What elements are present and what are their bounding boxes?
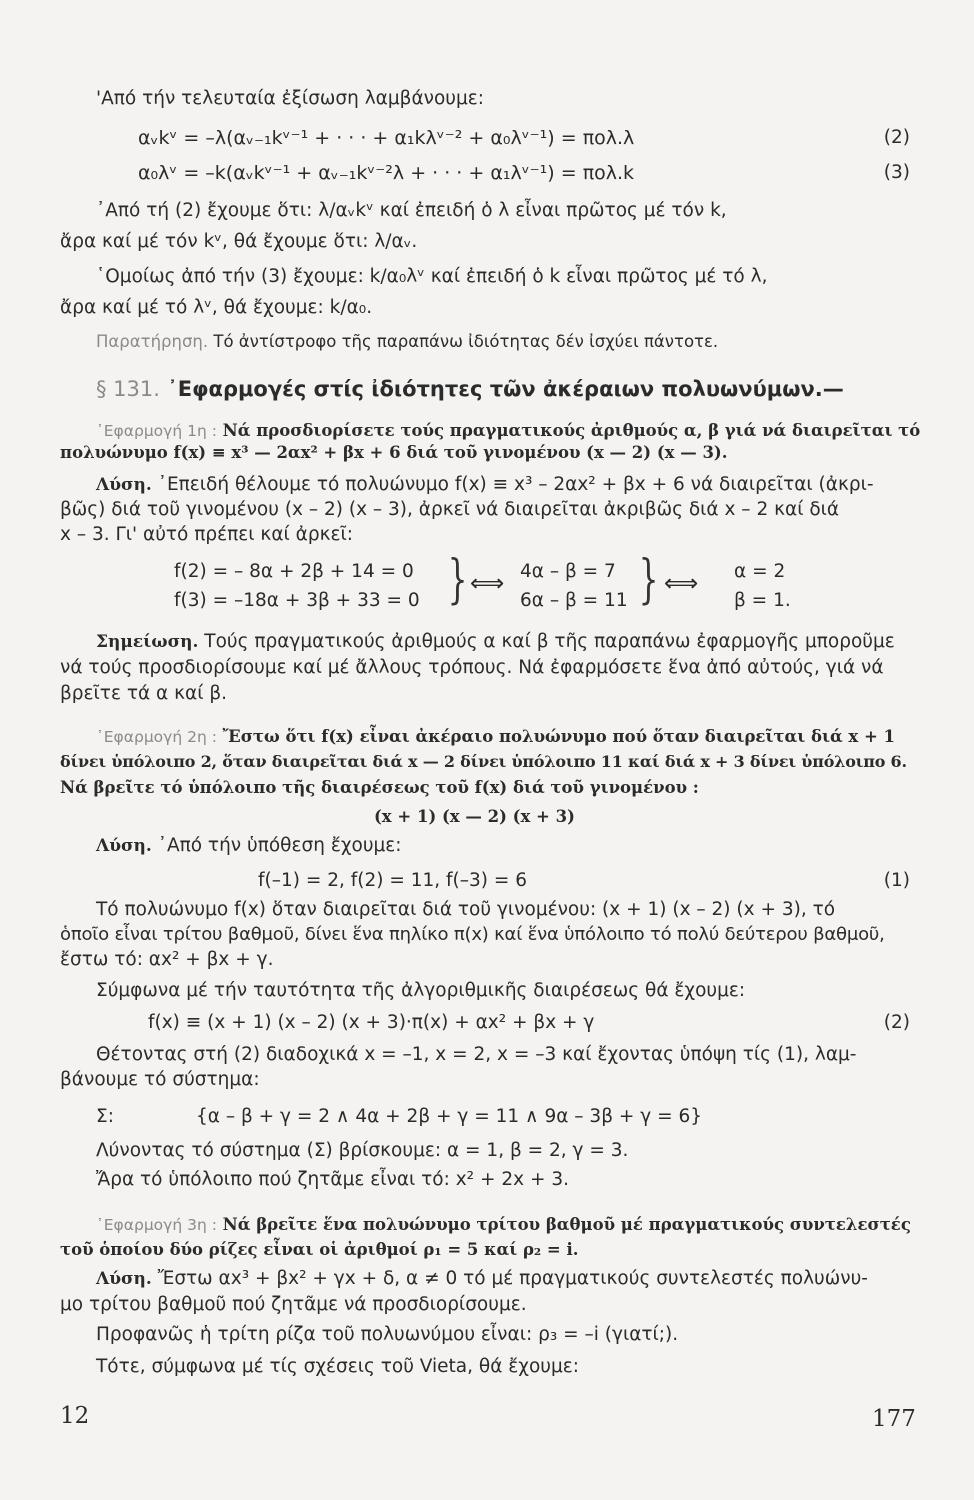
section-title: ᾿Εφαρμογές στίς ἰδιότητες τῶν ἀκέραιων πολυωνύμων.— (159, 377, 844, 401)
paragraph-line: ἔστω τό: αx² + βx + γ. (60, 949, 274, 970)
equation-3: α₀λᵛ = –k(αᵥkᵛ⁻¹ + αᵥ₋₁kᵛ⁻²λ + · · · + α₁λᵛ⁻¹) = πολ.k (138, 162, 635, 184)
page-number-left: 12 (60, 1403, 90, 1429)
equation-1-number: (1) (883, 870, 910, 891)
solution-line: μο τρίτου βαθμοῦ πού ζητᾶμε νά προσδιορίσουμε. (60, 1294, 527, 1315)
system-1-row: f(2) = – 8α + 2β + 14 = 0 (174, 561, 414, 582)
system-3-row: α = 2 (734, 561, 786, 582)
equation-2b: f(x) ≡ (x + 1) (x – 2) (x + 3)·π(x) + αx² + βx + γ (148, 1012, 595, 1033)
sigma-system: {α – β + γ = 2 ∧ 4α + 2β + γ = 11 ∧ 9α – 3β + γ = 6} (196, 1106, 703, 1127)
page-number-right: 177 (872, 1406, 916, 1432)
application-1-line: πολυώνυμο f(x) ≡ x³ — 2αx² + βx + 6 διά τοῦ γινομένου (x — 2) (x — 3). (60, 443, 728, 462)
paragraph-line: Ἄρα τό ὑπόλοιπο πού ζητᾶμε εἶναι τό: x² + 2x + 3. (96, 1169, 569, 1190)
paragraph-line: ᾿Από τή (2) ἔχουμε ὅτι: λ/αᵥkᵛ καί ἐπειδή ὁ λ εἶναι πρῶτος μέ τόν k, (96, 200, 727, 221)
note-text: Τούς πραγματικούς ἀριθμούς α καί β τῆς παραπάνω ἐφαρμογῆς μποροῦμε (198, 631, 895, 652)
solution-line (96, 834, 402, 858)
paragraph-line: ἄρα καί μέ τό λᵛ, θά ἔχουμε: k/α₀. (60, 297, 373, 318)
section-number: § 131. (96, 377, 160, 401)
system-3-row: β = 1. (734, 590, 791, 611)
application-1-text: Νά προσδιορίσετε τούς πραγματικούς ἀριθμούς α, β γιά νά διαιρεῖται τό (216, 421, 921, 440)
sigma-label: Σ: (96, 1106, 114, 1127)
equivalence-arrow: ⟺ (470, 569, 505, 597)
note-line: νά τούς προσδιορίσουμε καί μέ ἄλλους τρόπους. Νά ἐφαρμόσετε ἕνα ἀπό αὐτούς, γιά νά (60, 657, 884, 678)
paragraph-line: Τό πολυώνυμο f(x) ὅταν διαιρεῖται διά τοῦ γινομένου: (x + 1) (x – 2) (x + 3), τό (96, 899, 836, 920)
application-3-text: Νά βρεῖτε ἕνα πολυώνυμο τρίτου βαθμοῦ μέ πραγματικούς συντελεστές (216, 1215, 911, 1234)
application-1-line (96, 418, 920, 443)
solution-line: βῶς) διά τοῦ γινομένου (x – 2) (x – 3), ἀρκεῖ νά διαιρεῖται ἀκριβῶς διά x – 2 καί διά (60, 499, 840, 520)
section-heading (96, 377, 844, 401)
system-1-row: f(3) = –18α + 3β + 33 = 0 (174, 590, 420, 611)
equation-2: αᵥkᵛ = –λ(αᵥ₋₁kᵛ⁻¹ + · · · + α₁kλᵛ⁻² + α₀λᵛ⁻¹) = πολ.λ (138, 127, 635, 149)
paragraph-line: ὁποῖο εἶναι τρίτου βαθμοῦ, δίνει ἕνα πηλίκο π(x) καί ἕνα ὑπόλοιπο τό πολύ δεύτερου βαθμοῦ, (60, 924, 885, 945)
solution-label: Λύση. (96, 836, 152, 856)
note-label: Σημείωση. (96, 632, 199, 652)
solution-text: Ἔστω αx³ + βx² + γx + δ, α ≠ 0 τό μέ πραγματικούς συντελεστές πολυώνυ- (151, 1268, 868, 1289)
solution-line: Τότε, σύμφωνα μέ τίς σχέσεις τοῦ Vieta, θά ἔχουμε: (96, 1356, 580, 1377)
paragraph-line: ῾Ομοίως ἀπό τήν (3) ἔχουμε: k/α₀λᵛ καί ἐπειδή ὁ k εἶναι πρῶτος μέ τό λ, (96, 266, 768, 287)
application-3-line: τοῦ ὁποίου δύο ρίζες εἶναι οἱ ἀριθμοί ρ₁ = 5 καί ρ₂ = i. (60, 1240, 579, 1259)
right-brace: } (638, 550, 659, 610)
equation-3-number: (3) (883, 162, 910, 183)
application-2-text: Ἔστω ὅτι f(x) εἶναι ἀκέραιο πολυώνυμο πού ὅταν διαιρεῖται διά x + 1 (216, 727, 896, 746)
application-2-label: ᾿Εφαρμογή 2η : (96, 728, 217, 746)
application-1-label: ᾿Εφαρμογή 1η : (96, 422, 217, 440)
equation-2-number: (2) (883, 127, 910, 148)
solution-line: Προφανῶς ἡ τρίτη ρίζα τοῦ πολυωνύμου εἶναι: ρ₃ = –i (γιατί;). (96, 1324, 679, 1345)
application-2-line: δίνει ὑπόλοιπο 2, ὅταν διαιρεῖται διά x — 2 δίνει ὑπόλοιπο 11 καί διά x + 3 δίνει ὑπόλοιπο 6. (60, 752, 907, 771)
solution-text: ᾿Από τήν ὑπόθεση ἔχουμε: (151, 835, 402, 856)
remark-text: Τό ἀντίστροφο τῆς παραπάνω ἰδιότητας δέν ἰσχύει πάντοτε. (208, 332, 719, 351)
paragraph-line: Λύνοντας τό σύστημα (Σ) βρίσκουμε: α = 1, β = 2, γ = 3. (96, 1140, 629, 1161)
equation-2b-number: (2) (883, 1012, 910, 1033)
remark (96, 330, 718, 354)
right-brace: } (447, 550, 468, 610)
note-line: βρεῖτε τά α καί β. (60, 683, 228, 704)
solution-label: Λύση. (96, 475, 152, 495)
solution-label: Λύση. (96, 1269, 152, 1289)
intro-line: 'Από τήν τελευταία ἐξίσωση λαμβάνουμε: (96, 88, 485, 109)
paragraph-line: Σύμφωνα μέ τήν ταυτότητα τῆς ἀλγοριθμικῆς διαιρέσεως θά ἔχουμε: (96, 980, 746, 1001)
paragraph-line: ἄρα καί μέ τόν kᵛ, θά ἔχουμε ὅτι: λ/αᵥ. (60, 231, 418, 252)
application-3-label: ᾿Εφαρμογή 3η : (96, 1216, 217, 1234)
application-2-line: Νά βρεῖτε τό ὑπόλοιπο τῆς διαιρέσεως τοῦ f(x) διά τοῦ γινομένου : (60, 778, 699, 797)
paragraph-line: βάνουμε τό σύστημα: (60, 1069, 260, 1090)
system-2-row: 4α – β = 7 (520, 561, 616, 582)
application-2-line (96, 724, 895, 749)
solution-line (96, 473, 874, 497)
equation-1: f(–1) = 2, f(2) = 11, f(–3) = 6 (258, 870, 528, 891)
application-2-product: (x + 1) (x — 2) (x + 3) (374, 807, 575, 826)
application-3-line (96, 1212, 911, 1237)
solution-line: x – 3. Γι' αὐτό πρέπει καί ἀρκεῖ: (60, 524, 353, 545)
system-2-row: 6α – β = 11 (520, 590, 628, 611)
paragraph-line: Θέτοντας στή (2) διαδοχικά x = –1, x = 2, x = –3 καί ἔχοντας ὑπόψη τίς (1), λαμ- (96, 1044, 857, 1065)
note-line (96, 630, 895, 654)
solution-text: ᾿Επειδή θέλουμε τό πολυώνυμο f(x) ≡ x³ – 2αx² + βx + 6 νά διαιρεῖται (ἀκρι- (151, 474, 874, 495)
equivalence-arrow: ⟺ (664, 569, 699, 597)
solution-line (96, 1267, 868, 1291)
remark-label: Παρατήρηση. (96, 332, 209, 351)
